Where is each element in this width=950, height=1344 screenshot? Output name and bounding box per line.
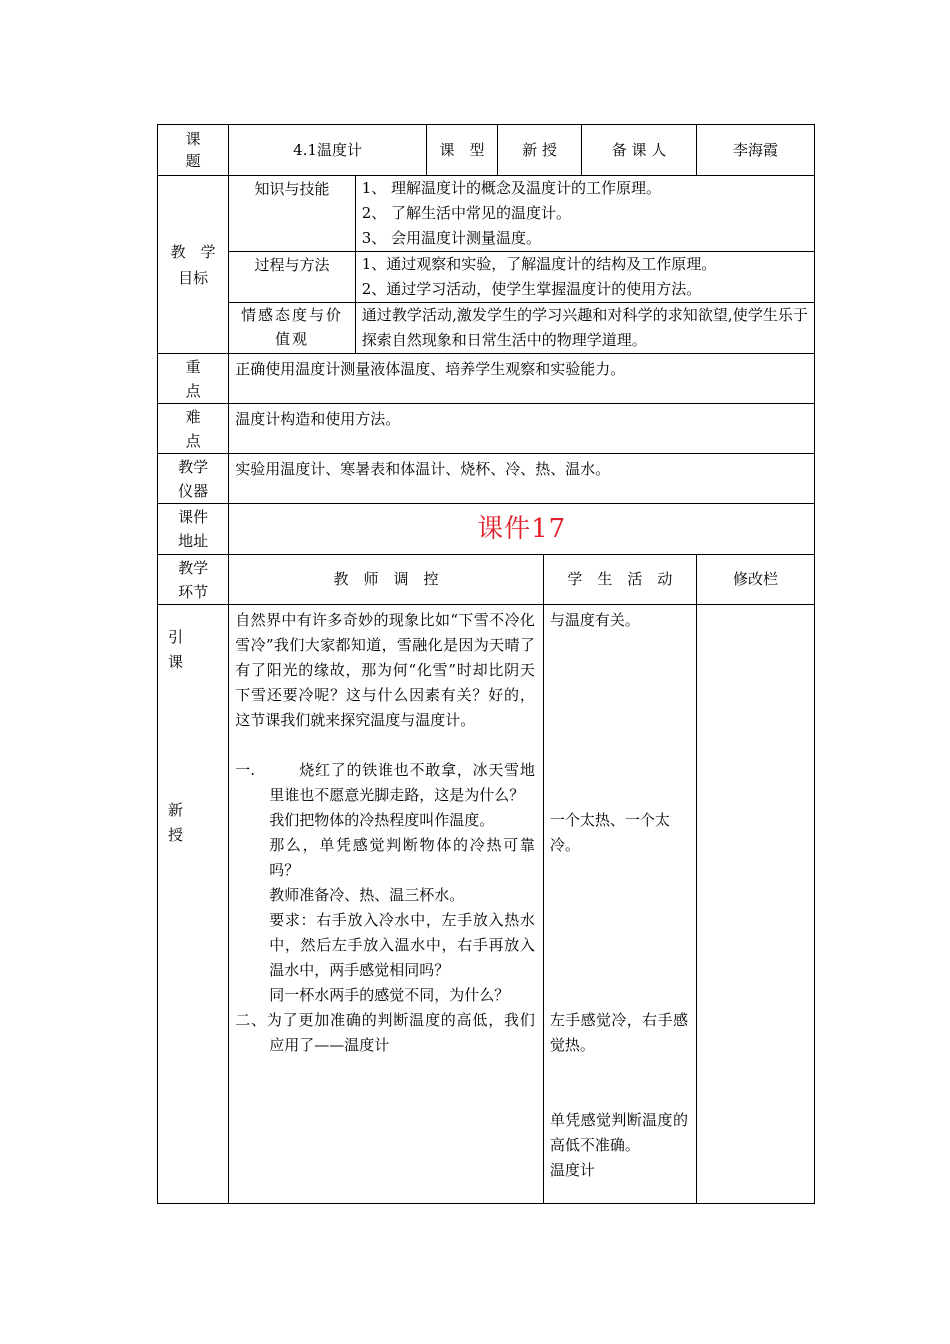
header-row bbox=[158, 125, 815, 176]
teacher-p5: 同一杯水两手的感觉不同，为什么？ bbox=[269, 986, 510, 1004]
emotion-text: 通过教学活动,激发学生的学习兴趣和对科学的求知欲望,使学生乐于探索自然现象和日常生活中的物理学道理。 bbox=[355, 303, 814, 354]
key-point-label: 重点 bbox=[158, 354, 229, 404]
preparer-name: 李海霞 bbox=[696, 125, 814, 176]
instruments-text: 实验用温度计、寒暑表和体温计、烧杯、冷、热、温水。 bbox=[229, 454, 815, 504]
teacher-item-two: 二、为了更加准确的判断温度的高低，我们应用了——温度计 bbox=[235, 1011, 535, 1054]
student-column bbox=[543, 605, 696, 1204]
process-header-row bbox=[158, 555, 815, 605]
courseware-text: 课件17 bbox=[477, 513, 567, 544]
instruments-label: 教学仪器 bbox=[158, 454, 229, 504]
type-value: 新 授 bbox=[498, 125, 582, 176]
courseware-row bbox=[158, 504, 815, 555]
stage-column bbox=[158, 605, 229, 1204]
student-s4: 单凭感觉判断温度的高低不准确。 bbox=[549, 1111, 688, 1154]
goal-emotion-row bbox=[158, 303, 815, 354]
goal-knowledge-row bbox=[158, 176, 815, 252]
instruments-row bbox=[158, 454, 815, 504]
student-s1: 与温度有关。 bbox=[549, 611, 640, 629]
process-item: 2、通过学习活动，使学生掌握温度计的使用方法。 bbox=[361, 280, 702, 298]
item-number: 一. bbox=[235, 761, 255, 779]
teacher-p4: 要求：右手放入冷水中，左手放入热水中，然后左手放入温水中，右手再放入温水中，两手感觉相同吗？ bbox=[269, 911, 535, 979]
difficulty-text: 温度计构造和使用方法。 bbox=[229, 404, 815, 454]
teacher-header: 教 师 调 控 bbox=[229, 555, 544, 605]
student-s3: 左手感觉冷，右手感觉热。 bbox=[549, 1011, 688, 1054]
content-row bbox=[158, 605, 815, 1204]
goal-process-row bbox=[158, 252, 815, 303]
difficulty-label: 难点 bbox=[158, 404, 229, 454]
teacher-column bbox=[229, 605, 544, 1204]
subject-label: 课题 bbox=[158, 125, 229, 176]
process-label: 过程与方法 bbox=[229, 252, 356, 303]
revise-column[interactable] bbox=[696, 605, 814, 1204]
teacher-p2: 那么，单凭感觉判断物体的冷热可靠吗？ bbox=[269, 836, 535, 879]
process-items bbox=[355, 252, 814, 303]
lesson-plan-table bbox=[157, 124, 815, 1204]
stage-header-label: 教学环节 bbox=[158, 555, 229, 605]
teacher-p1: 我们把物体的冷热程度叫作温度。 bbox=[269, 811, 495, 829]
teacher-p3: 教师准备冷、热、温三杯水。 bbox=[269, 886, 465, 904]
student-header: 学 生 活 动 bbox=[543, 555, 696, 605]
teacher-intro-text: 自然界中有许多奇妙的现象比如“下雪不冷化雪冷”我们大家都知道，雪融化是因为天晴了有了阳光的缘故，那为何“化雪”时却比阴天下雪还要冷呢？这与什么因素有关？好的，这节课我们就来探究温度与温度计。 bbox=[235, 611, 535, 729]
knowledge-items bbox=[355, 176, 814, 252]
courseware-label: 课件地址 bbox=[158, 504, 229, 555]
teacher-item-one bbox=[235, 758, 535, 808]
stage-intro: 引课 bbox=[168, 628, 184, 671]
student-s5: 温度计 bbox=[549, 1161, 595, 1179]
knowledge-item: 2、 了解生活中常见的温度计。 bbox=[361, 204, 572, 222]
stage-new: 新授 bbox=[168, 801, 184, 844]
key-point-row bbox=[158, 354, 815, 404]
lesson-title: 4.1温度计 bbox=[229, 125, 427, 176]
knowledge-label: 知识与技能 bbox=[229, 176, 356, 252]
emotion-label: 情感态度与价值观 bbox=[229, 303, 356, 354]
revise-header: 修改栏 bbox=[696, 555, 814, 605]
knowledge-item: 1、 理解温度计的概念及温度计的工作原理。 bbox=[361, 179, 662, 197]
item-text: 烧红了的铁谁也不敢拿，冰天雪地里谁也不愿意光脚走路，这是为什么？ bbox=[269, 761, 535, 804]
goals-label: 教 学 目标 bbox=[158, 176, 229, 354]
key-point-text: 正确使用温度计测量液体温度、培养学生观察和实验能力。 bbox=[229, 354, 815, 404]
preparer-label: 备 课 人 bbox=[582, 125, 697, 176]
student-s2: 一个太热、一个太冷。 bbox=[549, 811, 670, 854]
process-item: 1、通过观察和实验，了解温度计的结构及工作原理。 bbox=[361, 255, 717, 273]
difficulty-row bbox=[158, 404, 815, 454]
knowledge-item: 3、 会用温度计测量温度。 bbox=[361, 229, 542, 247]
type-label: 课 型 bbox=[426, 125, 497, 176]
courseware-link[interactable] bbox=[229, 504, 815, 555]
